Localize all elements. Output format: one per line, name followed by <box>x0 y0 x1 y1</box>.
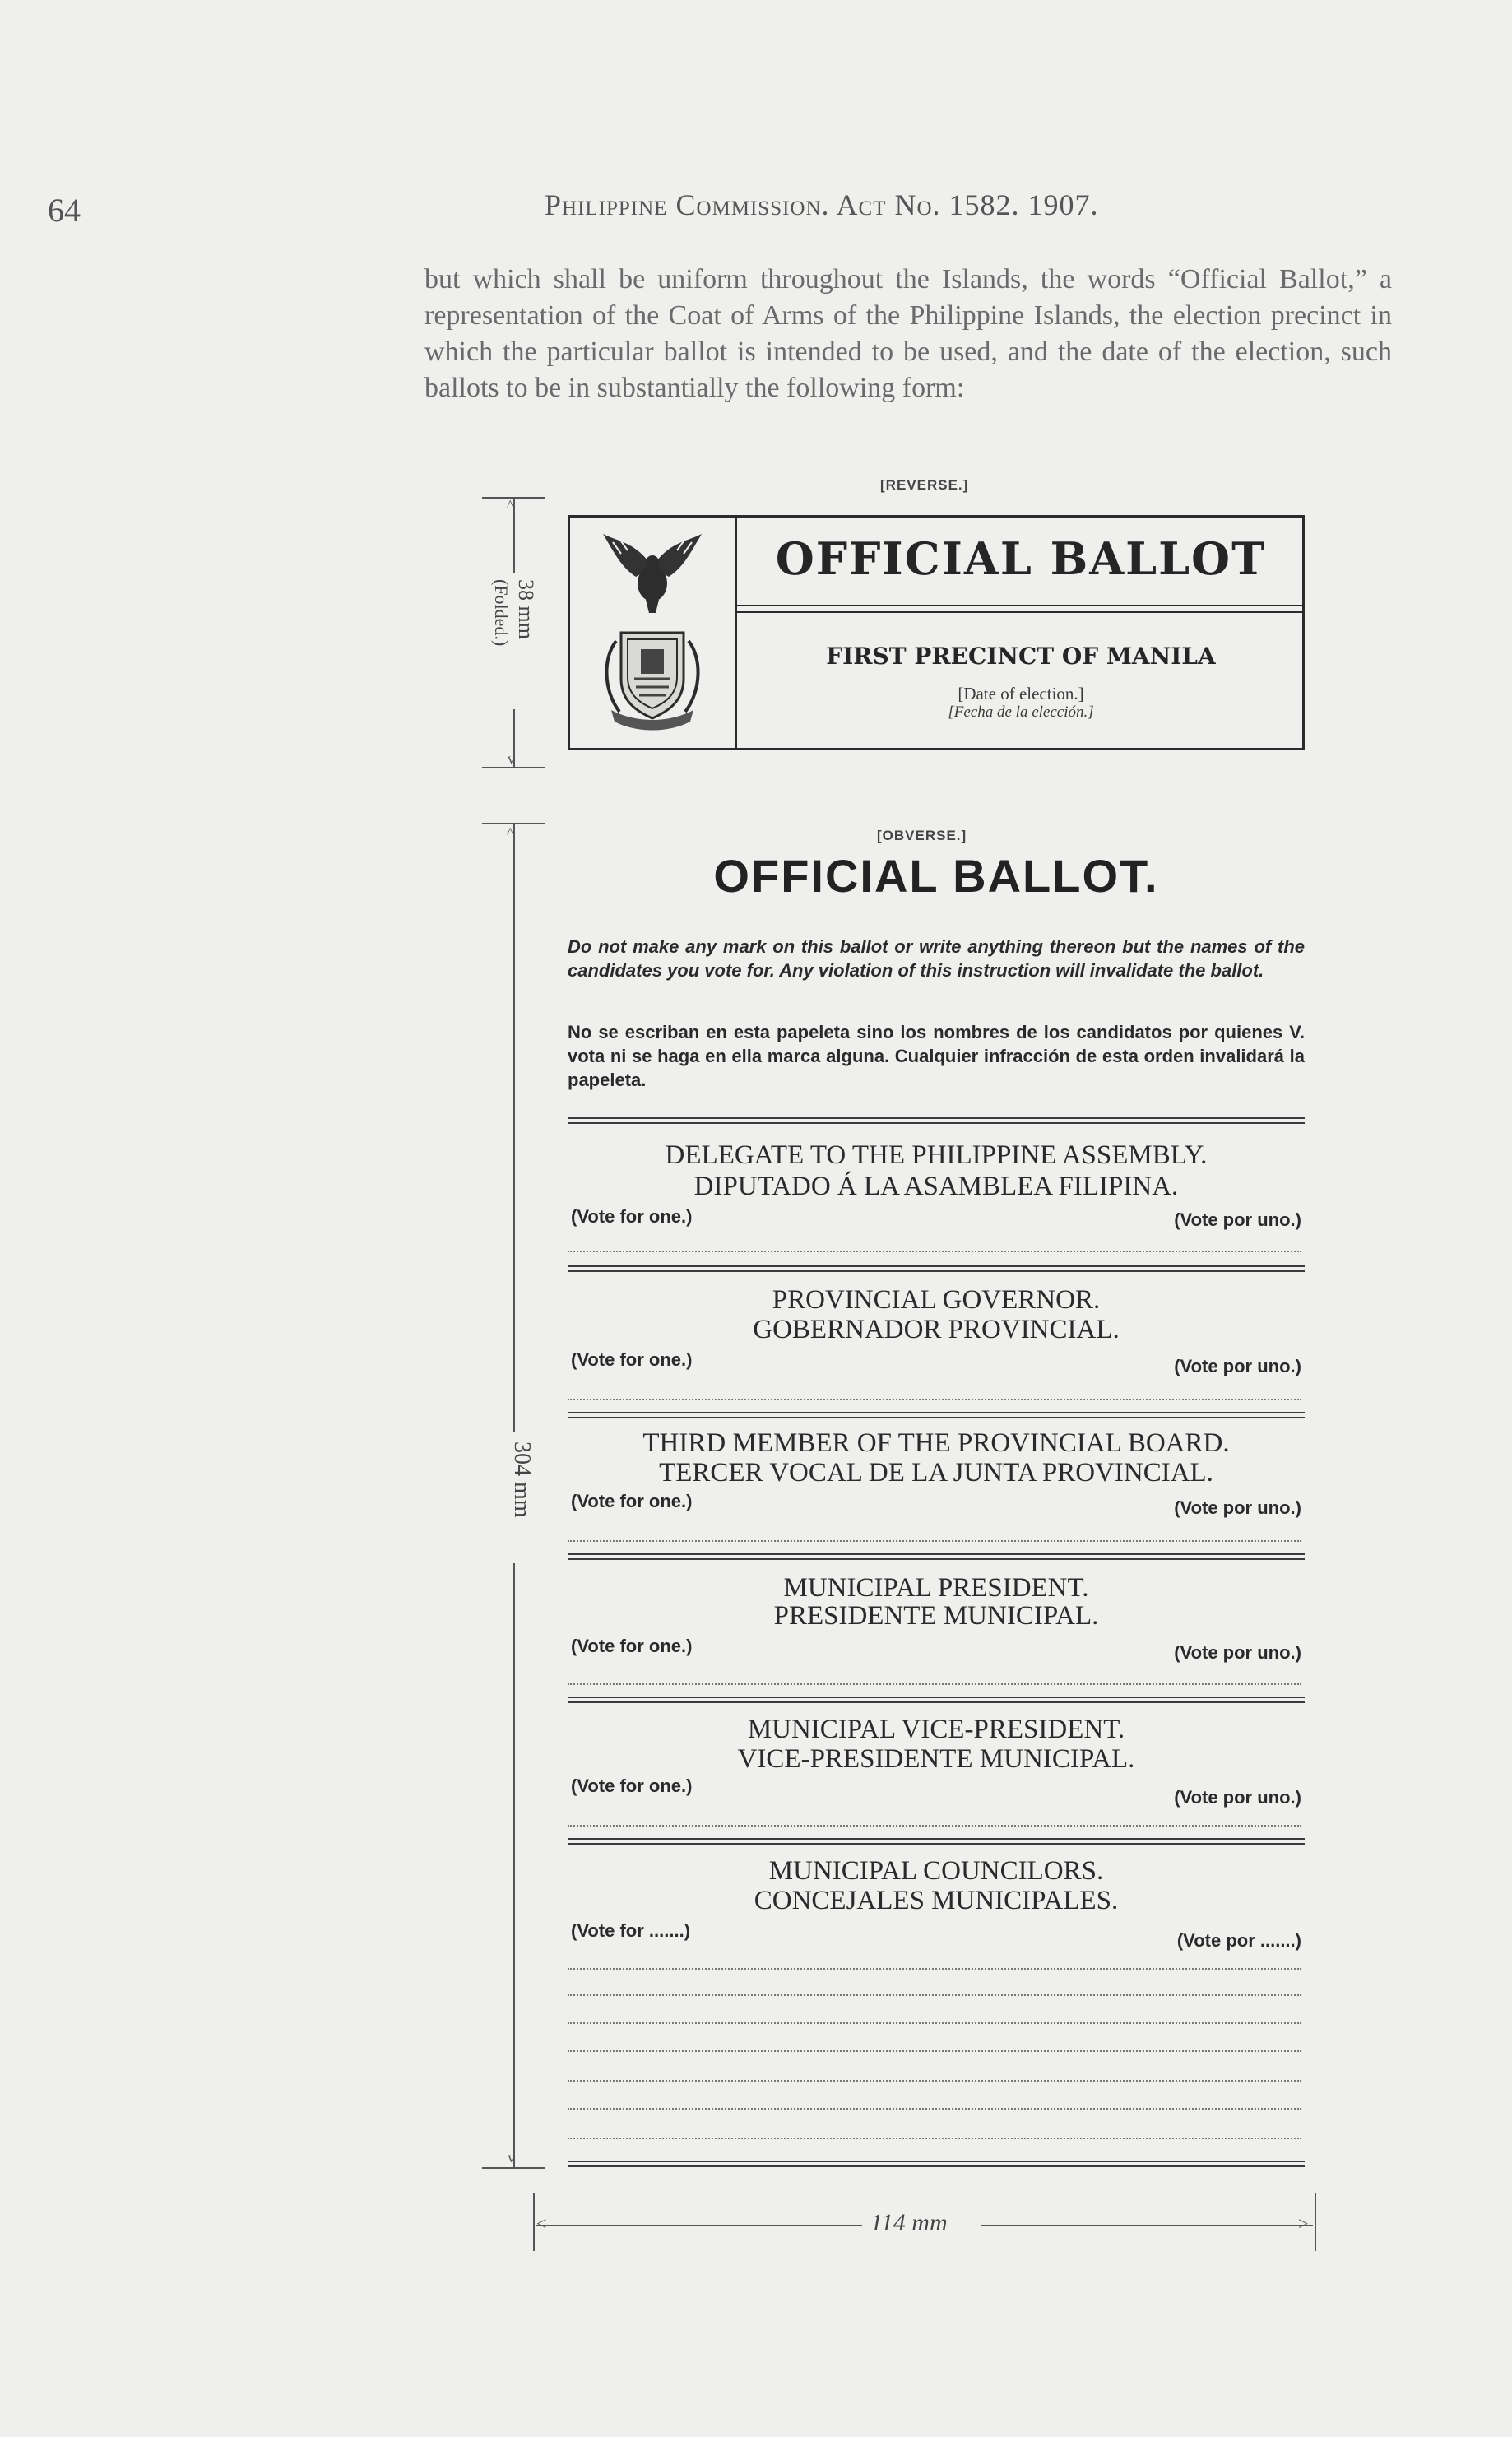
office-title-es: PRESIDENTE MUNICIPAL. <box>773 1601 1099 1631</box>
reverse-ballot-box <box>568 515 1305 750</box>
reverse-label: [REVERSE.] <box>880 477 969 493</box>
office-title-en: PROVINCIAL GOVERNOR. <box>772 1285 1101 1315</box>
intro-paragraph: but which shall be uniform throughout the Islands, the words “Official Ballot,” a representation of the Coat of Arms of the Philippine Islands, the election precinct in which the particular ballot is intended to be used, and the date of the election, such ballots to be in substantially the following form: <box>424 264 1392 403</box>
section-divider <box>568 1553 1305 1560</box>
office-title-es: CONCEJALES MUNICIPALES. <box>754 1886 1119 1915</box>
office-title-en: MUNICIPAL VICE-PRESIDENT. <box>747 1715 1125 1744</box>
obverse-dim-line-top <box>513 824 515 1432</box>
vote-instruction-es: (Vote por uno.) <box>1174 1356 1301 1376</box>
obverse-label: [OBVERSE.] <box>877 828 967 843</box>
vote-instruction-en: (Vote for one.) <box>571 1776 693 1796</box>
reverse-rule-2 <box>737 611 1305 613</box>
width-dim-arrow-right: > <box>1298 2213 1309 2234</box>
section-divider <box>568 1265 1305 1272</box>
candidate-write-in-line[interactable] <box>568 2022 1301 2024</box>
obverse-dim-bottom-tick <box>482 2167 545 2169</box>
office-title-en: MUNICIPAL PRESIDENT. <box>783 1573 1089 1603</box>
candidate-write-in-line[interactable] <box>568 2108 1301 2110</box>
reverse-dim-arrow-up: ^ <box>507 497 514 513</box>
precinct-name: FIRST PRECINCT OF MANILA <box>826 643 1216 670</box>
office-title-es: TERCER VOCAL DE LA JUNTA PROVINCIAL. <box>659 1458 1213 1488</box>
width-dim-arrow-left: < <box>536 2213 547 2234</box>
candidate-write-in-line[interactable] <box>568 1825 1301 1827</box>
vote-instruction-en: (Vote for one.) <box>571 1491 693 1511</box>
office-title-en: MUNICIPAL COUNCILORS. <box>768 1856 1104 1886</box>
vote-instruction-es: (Vote por uno.) <box>1174 1497 1301 1518</box>
office-title-en: THIRD MEMBER OF THE PROVINCIAL BOARD. <box>642 1428 1230 1458</box>
page-number: 64 <box>48 192 81 229</box>
section-divider <box>568 1117 1305 1124</box>
obverse-dim-line-bottom <box>513 1563 515 2167</box>
running-head: Philippine Commission. Act No. 1582. 1907. <box>545 188 1099 221</box>
candidate-write-in-line[interactable] <box>568 1251 1301 1252</box>
date-of-election-en: [Date of election.] <box>958 684 1084 703</box>
reverse-dimension-label: 38 mm <box>514 579 538 639</box>
office-title-es: DIPUTADO Á LA ASAMBLEA FILIPINA. <box>693 1172 1179 1201</box>
vote-instruction-en: (Vote for .......) <box>571 1920 691 1941</box>
section-divider <box>568 1697 1305 1703</box>
vote-instruction-es: (Vote por .......) <box>1176 1930 1301 1951</box>
vote-instruction-en: (Vote for one.) <box>571 1349 693 1370</box>
office-title-es: GOBERNADOR PROVINCIAL. <box>753 1315 1120 1344</box>
vote-instruction-es: (Vote por uno.) <box>1174 1209 1301 1230</box>
width-dim-line-left <box>536 2225 862 2226</box>
date-of-election-es: [Fecha de la elección.] <box>948 703 1094 721</box>
office-title-es: VICE-PRESIDENTE MUNICIPAL. <box>737 1744 1135 1774</box>
office-title-en: DELEGATE TO THE PHILIPPINE ASSEMBLY. <box>665 1140 1208 1170</box>
section-divider <box>568 1412 1305 1418</box>
candidate-write-in-line[interactable] <box>568 1540 1301 1542</box>
instructions-spanish: No se escriban en esta papeleta sino los nombres de los candidatos por quienes V. vota ni se haga en ella marca alguna. Cualquier infracción de esta orden invalidará la papeleta. <box>568 1022 1305 1090</box>
reverse-dimension-note: (Folded.) <box>491 579 512 647</box>
section-divider <box>568 2161 1305 2167</box>
seal-cell <box>570 518 737 748</box>
width-dim-line-right <box>981 2225 1313 2226</box>
candidate-write-in-line[interactable] <box>568 1399 1301 1400</box>
obverse-dim-arrow-down: v <box>508 2149 515 2165</box>
instructions-english: Do not make any mark on this ballot or write anything thereon but the names of the candidates you vote for. Any violation of this instruction will invalidate the ballot. <box>568 936 1305 981</box>
candidate-write-in-line[interactable] <box>568 2080 1301 2082</box>
reverse-rule-1 <box>737 605 1305 606</box>
candidate-write-in-line[interactable] <box>568 1968 1301 1970</box>
vote-instruction-es: (Vote por uno.) <box>1174 1642 1301 1663</box>
obverse-dim-arrow-up: ^ <box>507 824 514 841</box>
candidate-write-in-line[interactable] <box>568 1994 1301 1996</box>
eagle-and-shield-coat-of-arms-icon <box>570 518 735 748</box>
candidate-write-in-line[interactable] <box>568 1683 1301 1685</box>
vote-instruction-en: (Vote for one.) <box>571 1636 693 1656</box>
section-divider <box>568 1838 1305 1845</box>
reverse-dim-arrow-down: v <box>508 750 515 767</box>
vote-instruction-es: (Vote por uno.) <box>1174 1787 1301 1808</box>
reverse-ballot-title: OFFICIAL BALLOT <box>775 532 1267 585</box>
vote-instruction-en: (Vote for one.) <box>571 1206 693 1227</box>
obverse-width-label: 114 mm <box>870 2209 948 2236</box>
obverse-height-label: 304 mm <box>509 1441 535 1518</box>
candidate-write-in-line[interactable] <box>568 2050 1301 2052</box>
width-dim-left-tick <box>533 2193 535 2251</box>
width-dim-right-tick <box>1315 2193 1316 2251</box>
obverse-ballot-title: OFFICIAL BALLOT. <box>713 850 1159 902</box>
candidate-write-in-line[interactable] <box>568 2138 1301 2139</box>
